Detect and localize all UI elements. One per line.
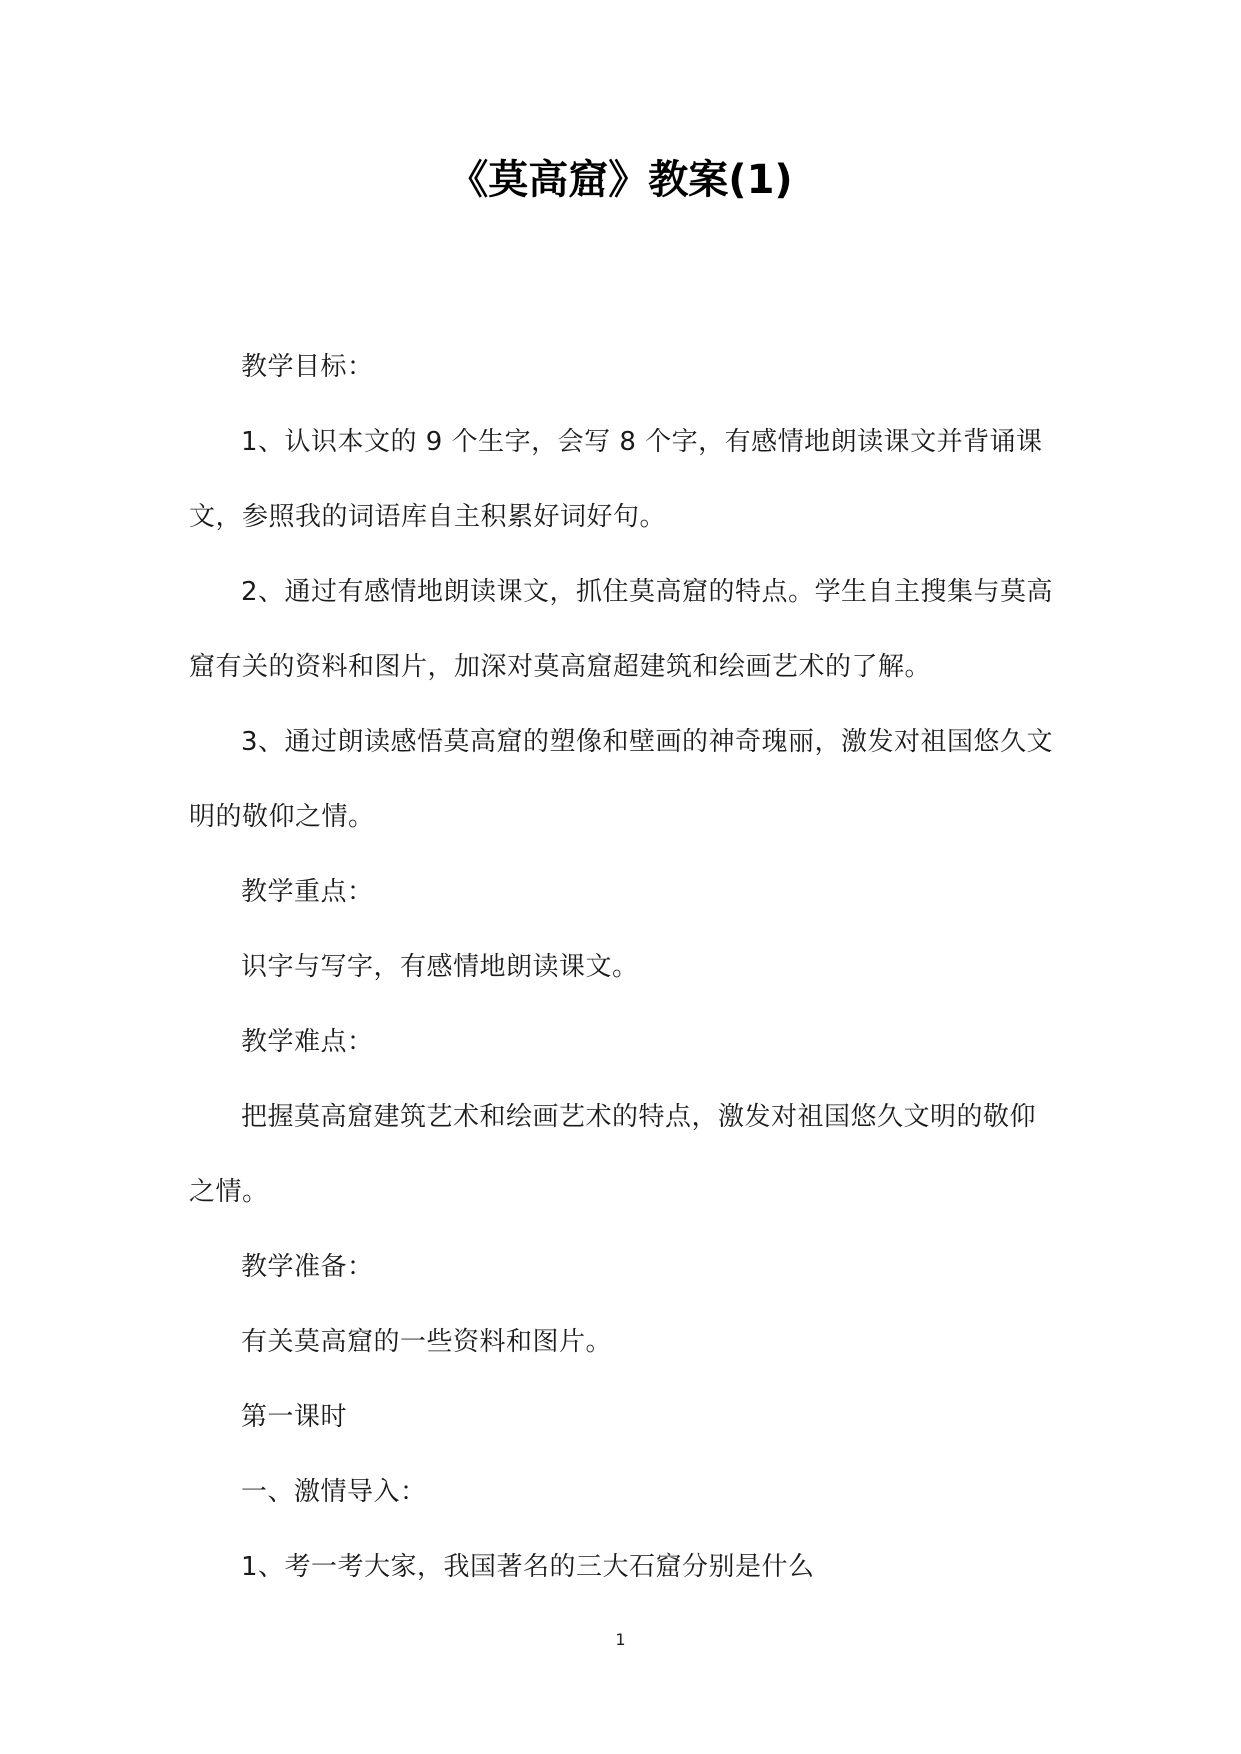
section-heading-difficulties: 教学难点：: [241, 1027, 374, 1057]
objective-item-2: 2、通过有感情地朗读课文，抓住莫高窟的特点。学生自主搜集与莫高窟有关的资料和图片，加深对莫高窟超建筑和绘画艺术的了解。: [189, 577, 1054, 682]
step-heading-introduction: 一、激情导入：: [241, 1477, 427, 1507]
section-heading-preparation: 教学准备：: [241, 1252, 374, 1282]
objective-item-1: 1、认识本文的 9 个生字，会写 8 个字，有感情地朗读课文并背诵课文，参照我的词语库自主积累好词好句。: [189, 427, 1043, 532]
preparation-text: 有关莫高窟的一些资料和图片。: [241, 1327, 613, 1357]
document-body: [189, 330, 1055, 1605]
key-points-text: 识字与写字，有感情地朗读课文。: [241, 952, 639, 982]
page-number: 1: [615, 1630, 626, 1649]
document-title: 《莫高窟》教案(1): [448, 157, 793, 203]
section-heading-key-points: 教学重点：: [241, 877, 374, 907]
difficulties-text: 把握莫高窟建筑艺术和绘画艺术的特点，激发对祖国悠久文明的敬仰之情。: [189, 1102, 1037, 1207]
lesson-period-heading: 第一课时: [241, 1402, 348, 1432]
objective-item-3: 3、通过朗读感悟莫高窟的塑像和壁画的神奇瑰丽，激发对祖国悠久文明的敬仰之情。: [189, 727, 1054, 832]
section-heading-objectives: 教学目标：: [241, 352, 374, 382]
introduction-question-1: 1、考一考大家，我国著名的三大石窟分别是什么: [241, 1552, 815, 1582]
